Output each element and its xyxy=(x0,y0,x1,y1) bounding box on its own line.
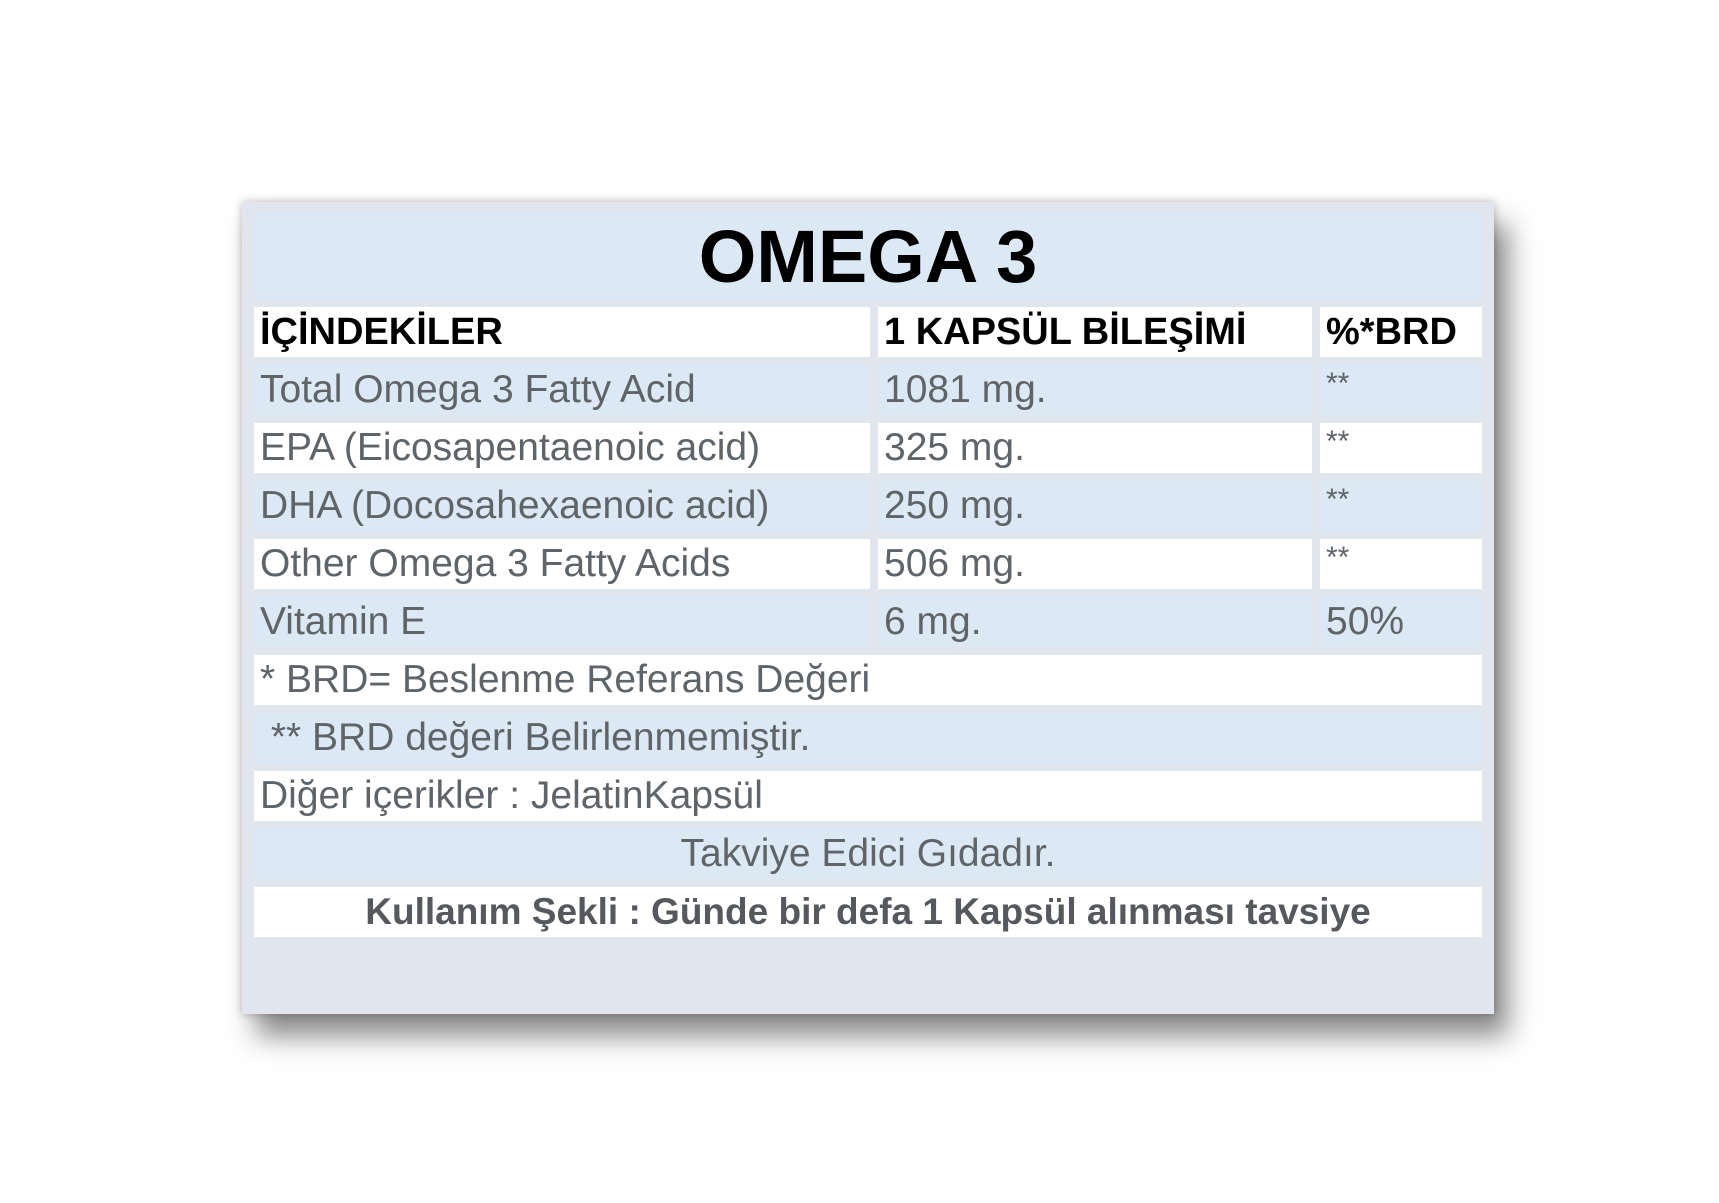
ingredient-amount: 1081 mg. xyxy=(874,361,1316,419)
brd-undetermined-note: ** BRD değeri Belirlenmemiştir. xyxy=(250,709,1486,767)
header-brd: %*BRD xyxy=(1316,303,1486,361)
table-row xyxy=(250,419,1486,477)
other-ingredients-note: Diğer içerikler : JelatinKapsül xyxy=(250,767,1486,825)
ingredient-amount: 506 mg. xyxy=(874,535,1316,593)
ingredient-brd: ** xyxy=(1316,419,1486,477)
ingredient-name: DHA (Docosahexaenoic acid) xyxy=(250,477,874,535)
header-row xyxy=(250,303,1486,361)
ingredient-amount: 6 mg. xyxy=(874,593,1316,651)
note-row xyxy=(250,767,1486,825)
table-row xyxy=(250,535,1486,593)
note-row xyxy=(250,825,1486,883)
table-row xyxy=(250,477,1486,535)
usage-instructions: Kullanım Şekli : Günde bir defa 1 Kapsül alınması tavsiye xyxy=(250,883,1486,941)
note-row xyxy=(250,651,1486,709)
ingredient-amount: 250 mg. xyxy=(874,477,1316,535)
header-composition: 1 KAPSÜL BİLEŞİMİ xyxy=(874,303,1316,361)
ingredient-brd: 50% xyxy=(1316,593,1486,651)
label-title: OMEGA 3 xyxy=(250,209,1486,303)
ingredient-name: Total Omega 3 Fatty Acid xyxy=(250,361,874,419)
title-row xyxy=(250,209,1486,303)
ingredient-brd: ** xyxy=(1316,361,1486,419)
table-row xyxy=(250,593,1486,651)
nutrition-label-panel xyxy=(242,202,1494,1014)
ingredient-brd: ** xyxy=(1316,477,1486,535)
supplement-note: Takviye Edici Gıdadır. xyxy=(250,825,1486,883)
table-row xyxy=(250,361,1486,419)
ingredient-brd: ** xyxy=(1316,535,1486,593)
brd-definition-note: * BRD= Beslenme Referans Değeri xyxy=(250,651,1486,709)
header-ingredients: İÇİNDEKİLER xyxy=(250,303,874,361)
ingredient-name: Other Omega 3 Fatty Acids xyxy=(250,535,874,593)
ingredient-name: EPA (Eicosapentaenoic acid) xyxy=(250,419,874,477)
note-row xyxy=(250,709,1486,767)
ingredient-name: Vitamin E xyxy=(250,593,874,651)
note-row xyxy=(250,883,1486,941)
supplement-facts-table xyxy=(250,209,1486,941)
ingredient-amount: 325 mg. xyxy=(874,419,1316,477)
